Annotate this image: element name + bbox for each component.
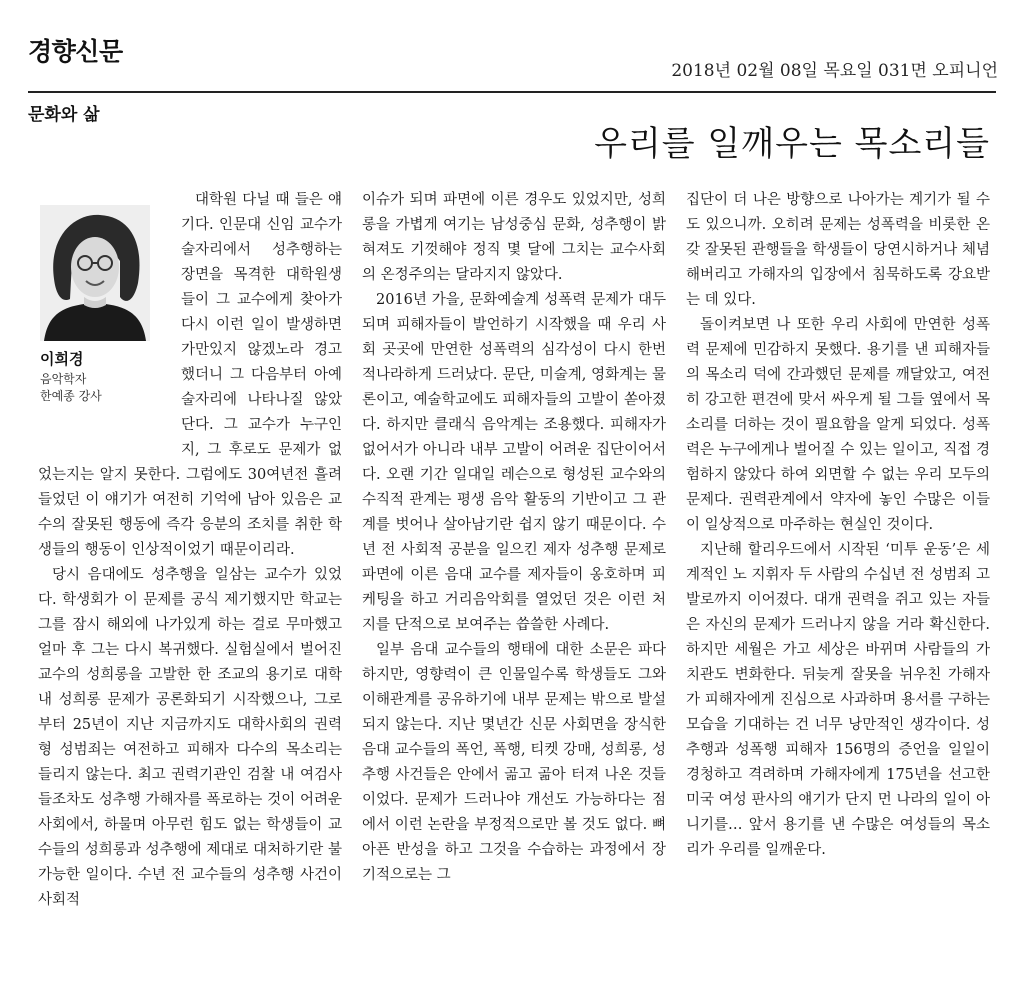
paragraph: 일부 음대 교수들의 행태에 대한 소문은 파다하지만, 영향력이 큰 인물일수록 학생들도 그와 이해관계를 공유하기에 내부 문제는 밖으로 발설되지 않는다. 지난 몇년간 신문 사회면을 장식한 음대 교수들의 폭언, 폭행, 티켓 강매, 성희롱, 성추행 사건들은 안에서 곪고 곪아 터져 나온 것들이었다. 문제가 드러나야 개선도 가능하다는 점에서 이런 논란을 부정적으로만 볼 것도 없다. 뼈아픈 반성을 하고 그것을 수습하는 과정에서 장기적으로는 그 bbox=[362, 642, 666, 883]
paragraph: 지난해 할리우드에서 시작된 ‘미투 운동’은 세계적인 노 지휘자 두 사람의 수십년 전 성범죄 고발로까지 이어졌다. 대개 권력을 쥐고 있는 자들은 자신의 문제가 드러나지 않을 거라 확신한다. 하지만 세월은 가고 세상은 바뀌며 사람들의 가치관도 변화한다. 뒤늦게 잘못을 뉘우친 가해자가 피해자에게 진심으로 사과하며 용서를 구하는 모습을 기대하는 건 너무 낭만적인 생각이다. 성추행과 성폭행 피해자 156명의 증언을 일일이 경청하고 격려하며 가해자에게 175년을 선고한 미국 여성 판사의 얘기가 단지 먼 나라의 일이 아니기를… 앞서 용기를 낸 수많은 여성들의 목소리가 우리를 일깨운다. bbox=[686, 542, 990, 858]
article-column-1 bbox=[38, 188, 342, 913]
paragraph: 당시 음대에도 성추행을 일삼는 교수가 있었다. 학생회가 이 문제를 공식 제기했지만 학교는 그를 잠시 해외에 나가있게 하는 걸로 무마했고 얼마 후 그는 다시 복귀했다. 실험실에서 벌어진 교수의 성희롱을 고발한 한 조교의 용기로 대학 내 성희롱 문제가 공론화되기 시작했으나, 그로부터 25년이 지난 지금까지도 대학사회의 권력형 성범죄는 여전하고 피해자 다수의 목소리는 들리지 않는다. 최고 권력기관인 검찰 내 여검사들조차도 성추행 가해자를 폭로하는 것이 어려운 사회에서, 하물며 아무런 힘도 없는 학생들이 교수들의 성희롱과 성추행에 제대로 대처하기란 불가능한 일이다. 수년 전 교수들의 성추행 사건이 사회적 bbox=[38, 567, 342, 908]
dateline: 2018년 02월 08일 목요일 031면 오피니언 bbox=[671, 61, 998, 81]
article-column-2 bbox=[362, 188, 666, 888]
masthead-rule bbox=[28, 91, 996, 93]
author-affiliation: 한예종 강사 bbox=[40, 389, 102, 403]
paragraph: 돌이켜보면 나 또한 우리 사회에 만연한 성폭력 문제에 민감하지 못했다. 용기를 낸 피해자들의 목소리 덕에 간과했던 문제를 깨달았고, 여전히 강고한 편견에 맞서 싸우게 될 그들 옆에서 목소리를 더하는 것이 필요함을 알게 되었다. 성폭력은 누구에게나 벌어질 수 있는 일이고, 직접 경험하지 않았다 하여 외면할 수 없는 우리 모두의 문제다. 권력관계에서 약자에 놓인 수많은 이들이 일상적으로 마주하는 현실인 것이다. bbox=[686, 317, 990, 533]
paragraph: 집단이 더 나은 방향으로 나아가는 계기가 될 수도 있으니까. 오히려 문제는 성폭력을 비롯한 온갖 잘못된 관행들을 학생들이 당연시하거나 체념해버리고 가해자의 입장에서 침묵하도록 강요받는 데 있다. bbox=[686, 192, 990, 308]
newspaper-logo: 경향신문 bbox=[28, 37, 123, 66]
author-title: 음악학자 bbox=[40, 372, 87, 386]
headline: 우리를 일깨우는 목소리들 bbox=[594, 124, 990, 164]
author-name: 이희경 bbox=[40, 350, 84, 368]
article-column-3 bbox=[686, 188, 990, 863]
paragraph: 2016년 가을, 문화예술계 성폭력 문제가 대두되며 피해자들이 발언하기 시작했을 때 우리 사회 곳곳에 만연한 성폭력의 심각성이 다시 한번 적나라하게 드러났다. 문단, 미술계, 영화계는 물론이고, 예술학교에도 피해자들의 고발이 쏟아졌다. 하지만 클래식 음악계는 조용했다. 피해자가 없어서가 아니라 내부 고발이 어려운 집단이어서다. 오랜 기간 일대일 레슨으로 형성된 교수와의 수직적 관계는 평생 음악 활동의 기반이고 그 관계를 벗어나 살아남기란 쉽지 않기 때문이다. 수년 전 사회적 공분을 일으킨 제자 성추행 문제로 파면에 이른 음대 교수를 제자들이 옹호하며 피케팅을 하고 거리음악회를 열었던 것은 이런 처지를 단적으로 보여주는 씁쓸한 사례다. bbox=[362, 292, 666, 633]
section-label: 문화와 삶 bbox=[28, 105, 100, 125]
photo-float-spacer bbox=[38, 188, 181, 450]
paragraph: 대학원 다닐 때 들은 얘기다. 인문대 신임 교수가 술자리에서 성추행하는 장면을 목격한 대학원생들이 그 교수에게 찾아가 다시 이런 일이 발생하면 가만있지 않겠노라 경고했더니 그 다음부터 아예 술자리에 나타나질 않았단다. 그 교수가 누구인지, 그 후로도 문제가 없었는지는 알지 못한다. 그럼에도 30여년전 흘려들었던 이 얘기가 여전히 기억에 남아 있음은 교수의 잘못된 행동에 즉각 응분의 조치를 취한 학생들의 행동이 인상적이었기 때문이리라. bbox=[38, 192, 342, 558]
paragraph: 이슈가 되며 파면에 이른 경우도 있었지만, 성희롱을 가볍게 여기는 남성중심 문화, 성추행이 밝혀져도 기껏해야 정직 몇 달에 그치는 교수사회의 온정주의는 달라지지 않았다. bbox=[362, 192, 666, 283]
